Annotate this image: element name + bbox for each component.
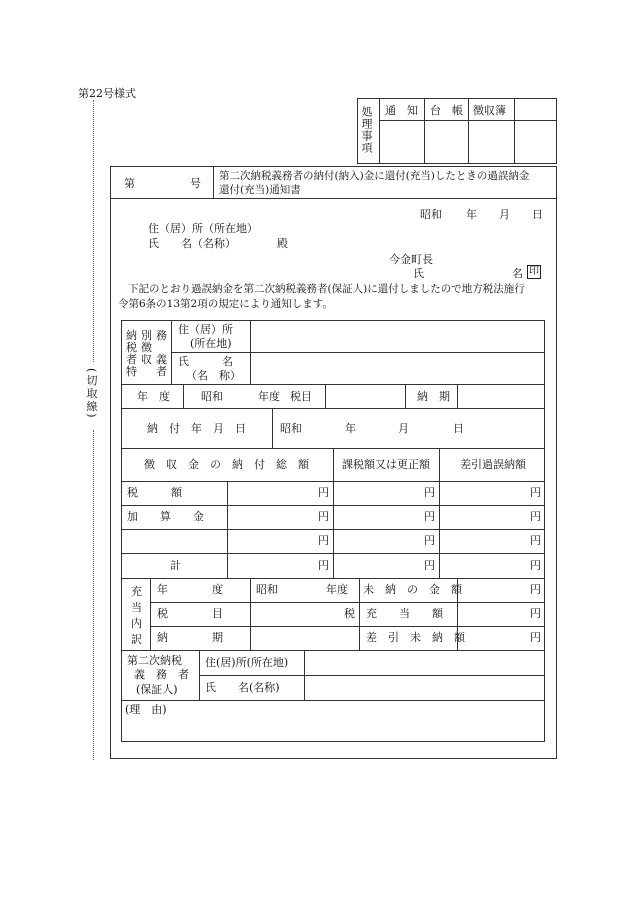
collector-label-col1: 納 税 者 特 (126, 329, 137, 378)
nendo-suffix: 年度 (258, 390, 280, 403)
col-assessed-header: 課税額又は更正額 (342, 458, 430, 471)
col-diff-header: 差引過誤納額 (460, 458, 526, 471)
second-label-1: 第二次納税 (127, 654, 182, 667)
allot-zei: 税 (344, 607, 355, 620)
remaining-label: 差 引 未 納 額 (366, 631, 465, 644)
body-text-line-2: 令第6条の13第2項の規定により通知します。 (118, 298, 333, 310)
second-label-2: 義 務 者 (134, 668, 189, 681)
yen-cell: 円 (424, 486, 435, 499)
date-year: 年 (466, 208, 477, 221)
yen-cell: 円 (424, 534, 435, 547)
addressee-address-label: 住（居）所（所在地） (148, 222, 258, 235)
form-number: 第22号様式 (78, 87, 136, 100)
cut-line-label: (切取線) (85, 368, 98, 420)
nendo-label: 年 度 (137, 390, 170, 403)
collector-label-col3: 務 義 者 (156, 329, 167, 378)
allot-yen-1: 円 (530, 583, 541, 596)
allot-yen-2: 円 (530, 607, 541, 620)
second-label-3: (保証人) (136, 683, 178, 696)
date-day: 日 (532, 208, 543, 221)
yen-cell: 円 (530, 534, 541, 547)
processing-col-collection: 徴収簿 (473, 104, 506, 117)
row-label-sum: 計 (170, 559, 181, 572)
addressee-honorific: 殿 (277, 237, 288, 250)
yen-cell: 円 (424, 559, 435, 572)
allot-nendo-label: 年 度 (157, 583, 223, 596)
issuer-title: 今金町長 (389, 253, 433, 266)
cut-line-bottom (93, 430, 94, 760)
yen-cell: 円 (318, 559, 329, 572)
second-name-label: 氏 名(名称) (205, 681, 280, 694)
nendo-era: 昭和 (201, 390, 223, 403)
allotted-label: 充 当 額 (366, 607, 443, 620)
addressee-name-label: 氏 名（名称） (148, 237, 236, 250)
row-label-penalty: 加 算 金 (127, 510, 204, 523)
payment-date-year: 年 (345, 422, 356, 435)
row-label-tax: 税 額 (127, 486, 182, 499)
date-era: 昭和 (420, 208, 442, 221)
allot-nendo-suffix: 年度 (326, 583, 348, 596)
number-prefix: 第 (124, 177, 135, 190)
yen-cell: 円 (424, 510, 435, 523)
yen-cell: 円 (318, 510, 329, 523)
payment-date-month: 月 (398, 422, 409, 435)
nouki-label: 納 期 (417, 390, 450, 403)
col-total-header: 徴 収 金 の 納 付 総 額 (144, 458, 309, 471)
processing-col-ledger: 台 帳 (430, 104, 463, 117)
issuer-name-label-2: 名 (512, 267, 523, 280)
yen-cell: 円 (530, 559, 541, 572)
collector-address-label: 住（居）所 (178, 323, 233, 336)
title-line-1: 第二次納税義務者の納付(納入)金に還付(充当)したときの過誤納金 (219, 170, 530, 182)
yen-cell: 円 (318, 534, 329, 547)
allot-zeimoku-label: 税 目 (157, 607, 223, 620)
title-line-2: 還付(充当)通知書 (219, 184, 301, 196)
collector-name-sub: （名 称） (186, 369, 241, 382)
payment-date-day: 日 (453, 422, 464, 435)
collector-address-sub: (所在地) (190, 337, 232, 350)
payment-date-era: 昭和 (280, 422, 302, 435)
payment-date-label: 納 付 年 月 日 (147, 422, 246, 435)
allot-label: 充 当 内 訳 (131, 585, 142, 646)
seal-mark: 印 (529, 266, 539, 277)
allot-nouki-label: 納 期 (157, 631, 223, 644)
second-address-label: 住(居)所(所在地) (205, 656, 289, 669)
yen-cell: 円 (530, 510, 541, 523)
cut-line-top (93, 100, 94, 362)
collector-label-col2: 別 徴 収 (141, 329, 152, 366)
unpaid-label: 未 納 の 金 額 (363, 583, 462, 596)
allot-nendo-era: 昭和 (256, 583, 278, 596)
processing-col-notice: 通 知 (385, 104, 418, 117)
body-text-line-1: 下記のとおり過誤納金を第二次納税義務者(保証人)に還付しましたので地方税法施行 (128, 283, 525, 295)
date-month: 月 (499, 208, 510, 221)
zeimoku-label: 税目 (290, 390, 312, 403)
reason-label: (理 由) (125, 703, 167, 716)
number-suffix: 号 (190, 177, 201, 190)
issuer-name-label: 氏 (413, 267, 424, 280)
processing-label: 処理事項 (360, 106, 373, 154)
allot-yen-3: 円 (530, 631, 541, 644)
yen-cell: 円 (530, 486, 541, 499)
yen-cell: 円 (318, 486, 329, 499)
collector-name-label: 氏 名 (178, 355, 233, 368)
